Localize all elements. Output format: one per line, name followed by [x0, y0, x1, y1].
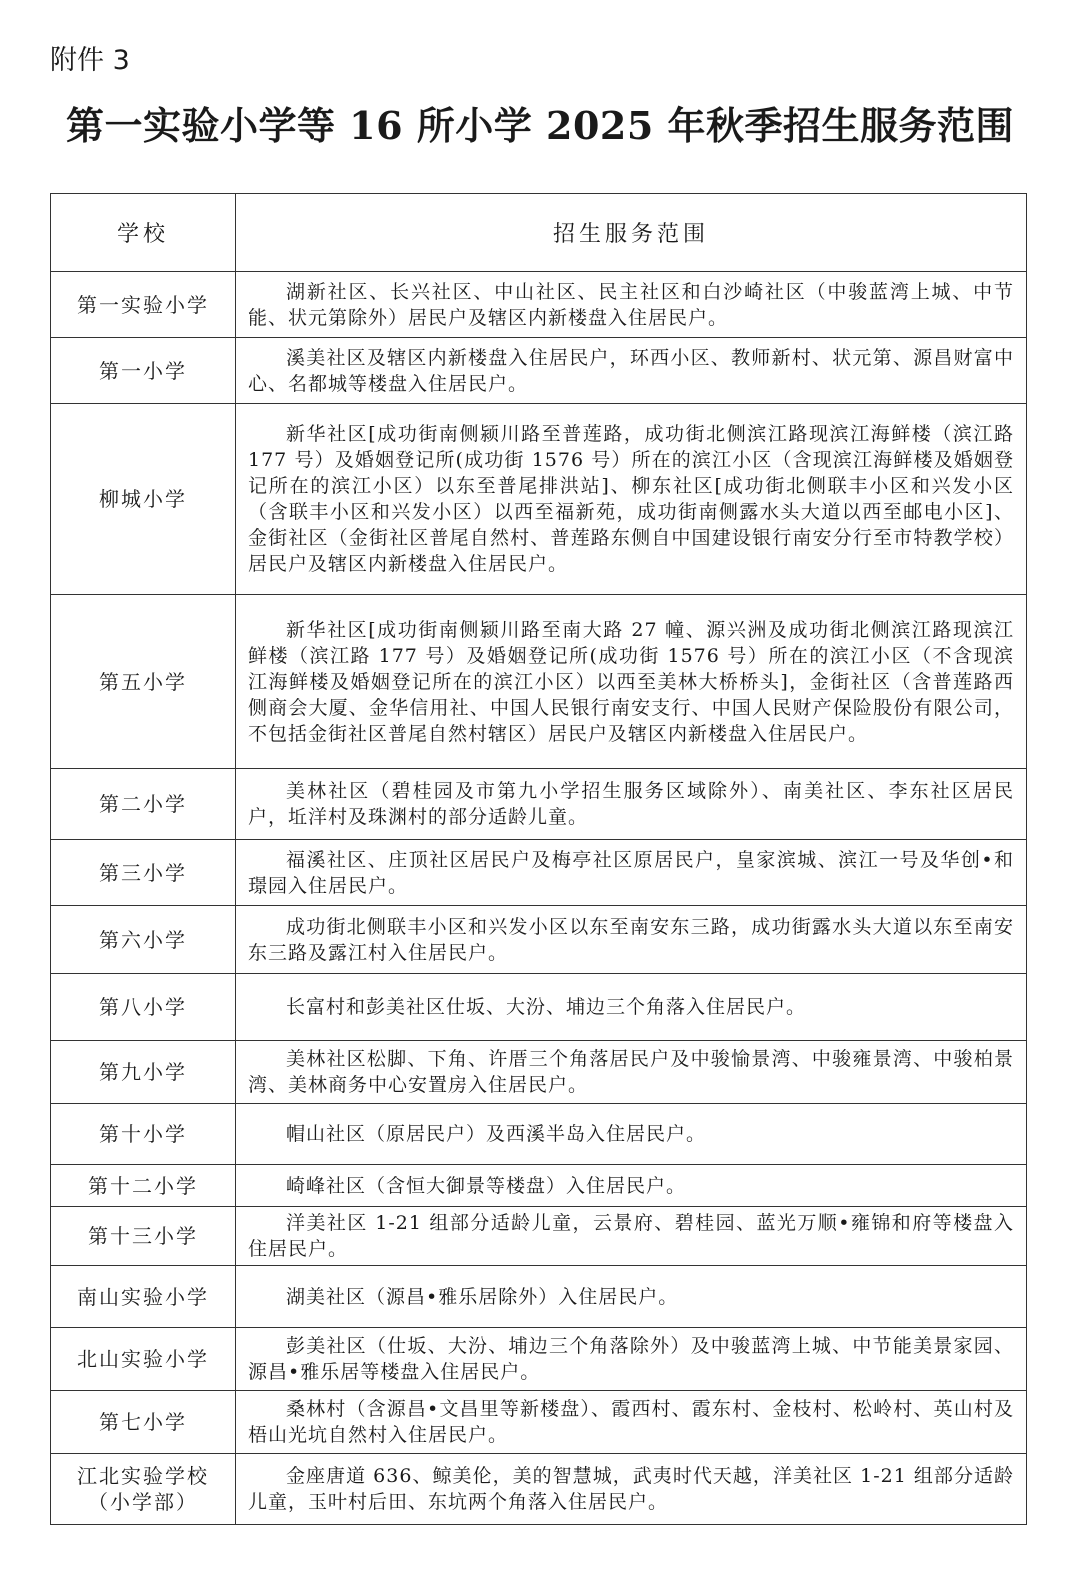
enrollment-scope: 彭美社区（仕坂、大汾、埔边三个角落除外）及中骏蓝湾上城、中节能美景家园、源昌•雅乐居等楼盘入住居民户。: [236, 1328, 1027, 1391]
table-row: [51, 1454, 1027, 1525]
header-scope: 招生服务范围: [236, 194, 1027, 272]
school-name: 南山实验小学: [51, 1266, 236, 1328]
enrollment-scope: 美林社区松脚、下角、许厝三个角落居民户及中骏愉景湾、中骏雍景湾、中骏柏景湾、美林商务中心安置房入住居民户。: [236, 1041, 1027, 1104]
table-row: [51, 1328, 1027, 1391]
table-row: [51, 1041, 1027, 1104]
document-title: 第一实验小学等 16 所小学 2025 年秋季招生服务范围: [65, 103, 1015, 148]
table-row: [51, 1391, 1027, 1454]
table-row: [51, 1165, 1027, 1207]
table-row: [51, 769, 1027, 840]
enrollment-scope: 湖新社区、长兴社区、中山社区、民主社区和白沙崎社区（中骏蓝湾上城、中节能、状元第除外）居民户及辖区内新楼盘入住居民户。: [236, 272, 1027, 338]
enrollment-scope: 溪美社区及辖区内新楼盘入住居民户，环西小区、教师新村、状元第、源昌财富中心、名都城等楼盘入住居民户。: [236, 338, 1027, 404]
school-name: 第十三小学: [51, 1207, 236, 1266]
school-name: 北山实验小学: [51, 1328, 236, 1391]
table-row: [51, 404, 1027, 595]
table-row: [51, 840, 1027, 906]
table-row: [51, 1266, 1027, 1328]
enrollment-scope: 崎峰社区（含恒大御景等楼盘）入住居民户。: [236, 1165, 1027, 1207]
enrollment-scope: 福溪社区、庄顶社区居民户及梅亭社区原居民户，皇家滨城、滨江一号及华创•和璟园入住居民户。: [236, 840, 1027, 906]
school-name: 第七小学: [51, 1391, 236, 1454]
table-row: [51, 595, 1027, 769]
school-name: 第十二小学: [51, 1165, 236, 1207]
enrollment-scope: 桑林村（含源昌•文昌里等新楼盘）、霞西村、霞东村、金枝村、松岭村、英山村及梧山光坑自然村入住居民户。: [236, 1391, 1027, 1454]
enrollment-scope: 成功街北侧联丰小区和兴发小区以东至南安东三路，成功街露水头大道以东至南安东三路及露江村入住居民户。: [236, 906, 1027, 974]
enrollment-scope: 美林社区（碧桂园及市第九小学招生服务区域除外）、南美社区、李东社区居民户，坵洋村及珠渊村的部分适龄儿童。: [236, 769, 1027, 840]
table-row: [51, 272, 1027, 338]
school-name: 第五小学: [51, 595, 236, 769]
school-name: 柳城小学: [51, 404, 236, 595]
table-row: [51, 974, 1027, 1041]
school-name: 第六小学: [51, 906, 236, 974]
enrollment-scope: 金座唐道 636、鲸美伦，美的智慧城，武夷时代天越，洋美社区 1-21 组部分适龄儿童，玉叶村后田、东坑两个角落入住居民户。: [236, 1454, 1027, 1525]
enrollment-scope: 帽山社区（原居民户）及西溪半岛入住居民户。: [236, 1104, 1027, 1165]
school-name: 江北实验学校（小学部）: [51, 1454, 236, 1525]
table-row: [51, 906, 1027, 974]
table-row: [51, 338, 1027, 404]
enrollment-scope: 洋美社区 1-21 组部分适龄儿童，云景府、碧桂园、蓝光万顺•雍锦和府等楼盘入住居民户。: [236, 1207, 1027, 1266]
enrollment-scope: 湖美社区（源昌•雅乐居除外）入住居民户。: [236, 1266, 1027, 1328]
table-row: [51, 1207, 1027, 1266]
school-name: 第八小学: [51, 974, 236, 1041]
school-name: 第三小学: [51, 840, 236, 906]
school-name: 第十小学: [51, 1104, 236, 1165]
school-name: 第二小学: [51, 769, 236, 840]
enrollment-scope: 长富村和彭美社区仕坂、大汾、埔边三个角落入住居民户。: [236, 974, 1027, 1041]
header-school: 学校: [51, 194, 236, 272]
school-name: 第一实验小学: [51, 272, 236, 338]
enrollment-scope: 新华社区[成功街南侧颍川路至南大路 27 幢、源兴洲及成功街北侧滨江路现滨江鲜楼（滨江路 177 号）及婚姻登记所(成功街 1576 号）所在的滨江小区（不含现滨江海鲜楼及婚姻登记所在的滨江小区）以西至美林大桥桥头]，金街社区（含普莲路西侧商会大厦、金华信用社、中国人民银行南安支行、中国人民财产保险股份有限公司，不包括金街社区普尾自然村辖区）居民户及辖区内新楼盘入住居民户。: [236, 595, 1027, 769]
enrollment-scope: 新华社区[成功街南侧颍川路至普莲路，成功街北侧滨江路现滨江海鲜楼（滨江路 177 号）及婚姻登记所(成功街 1576 号）所在的滨江小区（含现滨江海鲜楼及婚姻登记所在的滨江小区）以东至普尾排洪站]、柳东社区[成功街北侧联丰小区和兴发小区（含联丰小区和兴发小区）以西至福新苑，成功街南侧露水头大道以西至邮电小区]、金街社区（金街社区普尾自然村、普莲路东侧自中国建设银行南安分行至市特教学校）居民户及辖区内新楼盘入住居民户。: [236, 404, 1027, 595]
table-row: [51, 1104, 1027, 1165]
school-name: 第一小学: [51, 338, 236, 404]
attachment-label: 附件 3: [50, 45, 130, 76]
school-name: 第九小学: [51, 1041, 236, 1104]
enrollment-scope-table: [50, 193, 1027, 1525]
table-header-row: [51, 194, 1027, 272]
